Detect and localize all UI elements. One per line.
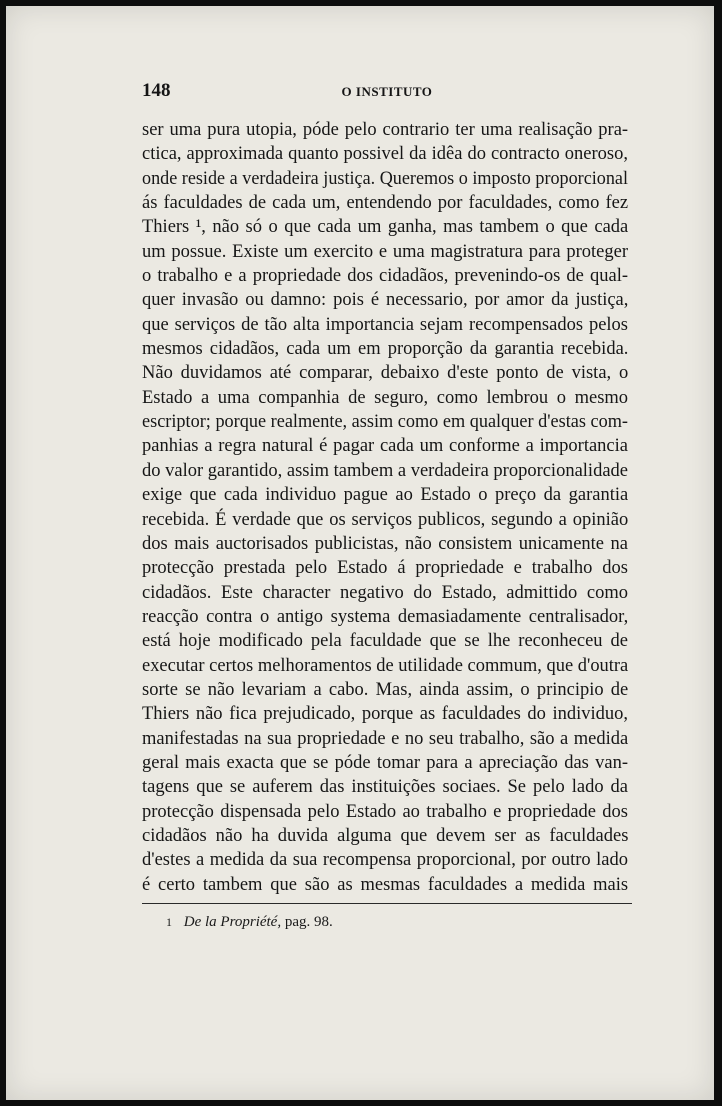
page-number: 148: [142, 80, 171, 101]
text-line: manifestadas na sua propriedade e no seu trabalho, são a medida: [142, 728, 628, 749]
text-line: executar certos melhoramentos de utilidade commum, que d'outra: [142, 655, 628, 676]
text-line: que serviços de tão alta importancia sejam recompensados pelos: [142, 314, 628, 335]
text-line: Thiers não fica prejudicado, porque as faculdades do individuo,: [142, 704, 628, 725]
text-line: geral mais exacta que se póde tomar para a apreciação das van-: [142, 752, 628, 773]
footnote-title: De la Propriété,: [183, 914, 282, 930]
text-line: dos mais auctorisados publicistas, não consistem unicamente na: [142, 533, 628, 554]
text-line: ctica, approximada quanto possivel da idêa do contracto oneroso,: [142, 144, 628, 165]
footnote: [166, 914, 333, 931]
text-line: sorte se não levariam a cabo. Mas, ainda assim, o principio de: [142, 679, 628, 700]
text-line: escriptor; porque realmente, assim como em qualquer d'estas com-: [142, 412, 628, 433]
running-title: O INSTITUTO: [341, 84, 433, 99]
text-line: reacção contra o antigo systema demasiadamente centralisador,: [142, 606, 628, 627]
text-line: Thiers ¹, não só o que cada um ganha, mas tambem o que cada: [142, 217, 628, 238]
text-line: Estado a uma companhia de seguro, como lembrou o mesmo: [142, 387, 628, 408]
text-line: do valor garantido, assim tambem a verdadeira proporcionalidade: [142, 460, 628, 481]
text-line: recebida. É verdade que os serviços publicos, segundo a opinião: [142, 509, 628, 530]
text-line: Não duvidamos até comparar, debaixo d'este ponto de vista, o: [142, 363, 628, 384]
text-line: exige que cada individuo pague ao Estado o preço da garantia: [142, 485, 628, 506]
footnote-divider: [142, 903, 632, 904]
text-line: é certo tambem que são as mesmas faculdades a medida mais: [142, 874, 628, 895]
text-line: quer invasão ou damno: pois é necessario, por amor da justiça,: [142, 290, 628, 311]
text-line: protecção prestada pelo Estado á propriedade e trabalho dos: [142, 558, 628, 579]
text-line: tagens que se auferem das instituições sociaes. Se pelo lado da: [142, 777, 628, 798]
text-line: panhias a regra natural é pagar cada um conforme a importancia: [142, 436, 628, 457]
text-line: cidadãos. Este character negativo do Estado, admittido como: [142, 582, 628, 603]
text-line: onde reside a verdadeira justiça. Queremos o imposto proporcional: [142, 168, 628, 189]
text-line: está hoje modificado pela faculdade que se lhe reconheceu de: [142, 631, 628, 652]
text-line: ás faculdades de cada um, entendendo por faculdades, como fez: [142, 193, 628, 214]
footnote-reference: pag. 98.: [284, 914, 333, 930]
text-line: ser uma pura utopia, póde pelo contrario ter uma realisação pra-: [142, 120, 628, 140]
page-header: [142, 80, 632, 104]
text-line: cidadãos não ha duvida alguma que devem ser as faculdades: [142, 825, 628, 846]
body-text: [142, 118, 628, 897]
text-line: protecção dispensada pelo Estado ao trabalho e propriedade dos: [142, 801, 628, 822]
text-line: um possue. Existe um exercito e uma magistratura para proteger: [142, 241, 628, 262]
text-line: o trabalho e a propriedade dos cidadãos, prevenindo-os de qual-: [142, 266, 628, 287]
text-line: d'estes a medida da sua recompensa proporcional, por outro lado: [142, 850, 628, 871]
footnote-number: 1: [166, 915, 172, 929]
text-line: mesmos cidadãos, cada um em proporção da garantia recebida.: [142, 339, 628, 360]
